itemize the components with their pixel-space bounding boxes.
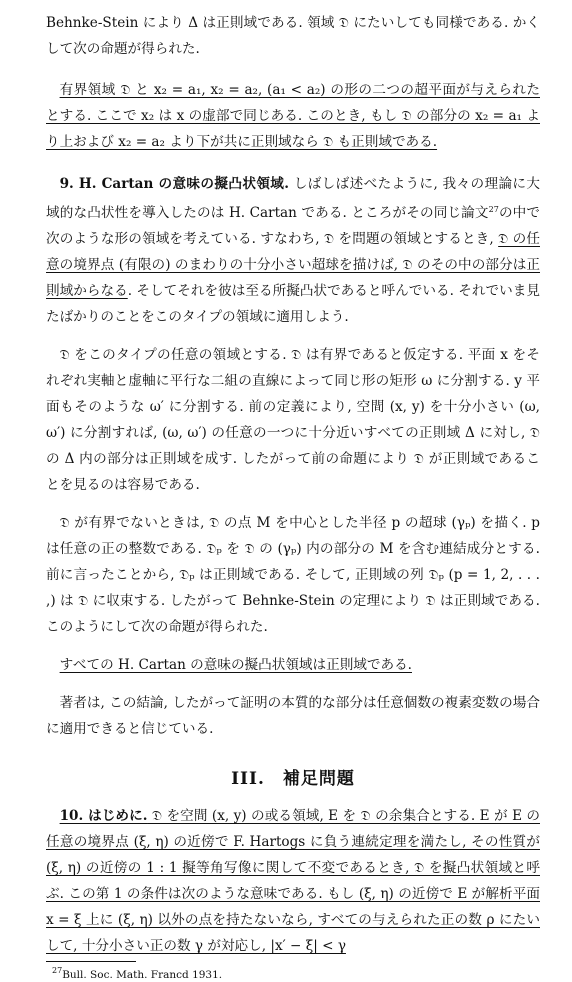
paragraph-intro: Behnke-Stein により Δ は正則域である. 領域 𝔇 にたいしても同様である. かくして次の命題が得られた.: [46, 15, 540, 57]
section-10-paragraph: [46, 803, 540, 959]
section-9-paragraph: [46, 171, 540, 330]
paragraph-unbounded-case: 𝔇 が有界でないときは, 𝔇 の点 M を中心とした半径 p の超球 (γₚ) を描く. p は任意の正の整数である. 𝔇ₚ を 𝔇 の (γₚ) 内の部分の M を含む連結成分とする. 前に言ったことから, 𝔇ₚ は正則域である. そして, 正則域の列 𝔇ₚ (p = 1, 2, . . . ,) は 𝔇 に収束する. したがって Behnke-Stein の定理により 𝔇 は正則域である. このようにして次の命題が得られた.: [46, 515, 540, 635]
section-9-text-c: . そしてそれを彼は至る所擬凸状であると呼んでいる. それでいま見たばかりのことをこのタイプの領域に適用しよう.: [46, 283, 540, 325]
section-9-text-a: しばしば述べたように, 我々の理論に大域的な凸状性を導入したのは H. Cartan である. ところがその同じ論文: [46, 176, 540, 221]
page: [46, 10, 540, 982]
section-10-heading: 10. はじめに.: [59, 808, 148, 824]
section-9-heading: 9. H. Cartan の意味の擬凸状領域.: [59, 176, 290, 192]
section-iii-heading: III. 補足問題: [231, 769, 355, 789]
footnote-rule: [46, 961, 136, 962]
footnote-ref-27: 27: [488, 205, 499, 214]
section-9-text-b: の中で次のような形の領域を考えている. すなわち, 𝔇 を問題の領域とするとき,: [46, 205, 541, 247]
proposition-cartan: すべての H. Cartan の意味の擬凸状領域は正則域である.: [59, 657, 412, 673]
footnote-marker: 27: [52, 966, 63, 975]
footnote-text: Bull. Soc. Math. Francd 1931.: [62, 969, 223, 981]
paragraph-author-remark: 著者は, この結論, したがって証明の本質的な部分は任意個数の複素変数の場合に適用できると信じている.: [46, 695, 540, 737]
section-10-text: 𝔇 を空間 (x, y) の或る領域, E を 𝔇 の余集合とする. E が E の任意の境界点 (ξ, η) の近傍で F. Hartogs に負う連続定理を満たし, その性質が (ξ, η) の近傍の 1 : 1 擬等角写像に関して不変であるとき, 𝔇 を擬凸状領域と呼ぶ. この第 1 の条件は次のような意味である. もし (ξ, η) の近傍で E が解析平面 x = ξ 上に (ξ, η) 以外の点を持たないなら, すべての与えられた正の数 ρ にたいして, 十分小さい正の数 γ が対応し, |x′ − ξ| < γ: [46, 808, 540, 954]
paragraph-bounded-case: 𝔇 をこのタイプの任意の領域とする. 𝔇 は有界であると仮定する. 平面 x をそれぞれ実軸と虚軸に平行な二組の直線によって同じ形の矩形 ω に分割する. y 平面もそのような ω′ に分割する. 前の定義により, 空間 (x, y) を十分小さい (ω, ω′) に分割すれば, (ω, ω′) の任意の一つに十分近いすべての正則域 Δ に対し, 𝔇 の Δ 内の部分は正則域を成す. したがって前の命題により 𝔇 が正則域であることを見るのは容易である.: [46, 347, 540, 493]
proposition-bounded-domain: 有界領域 𝔇 と x₂ = a₁, x₂ = a₂, (a₁ < a₂) の形の二つの超平面が与えられたとする. ここで x₂ は x の虚部で同じある. このとき, もし 𝔇 の部分の x₂ = a₁ より上および x₂ = a₂ より下が共に正則域なら 𝔇 も正則域である.: [46, 82, 540, 150]
section-9-underlined-definition: 𝔇 の任意の境界点 (有限の) のまわりの十分小さい超球を描けば, 𝔇 のその中の部分は正則域からなる: [46, 231, 540, 299]
footnote: [46, 964, 540, 982]
